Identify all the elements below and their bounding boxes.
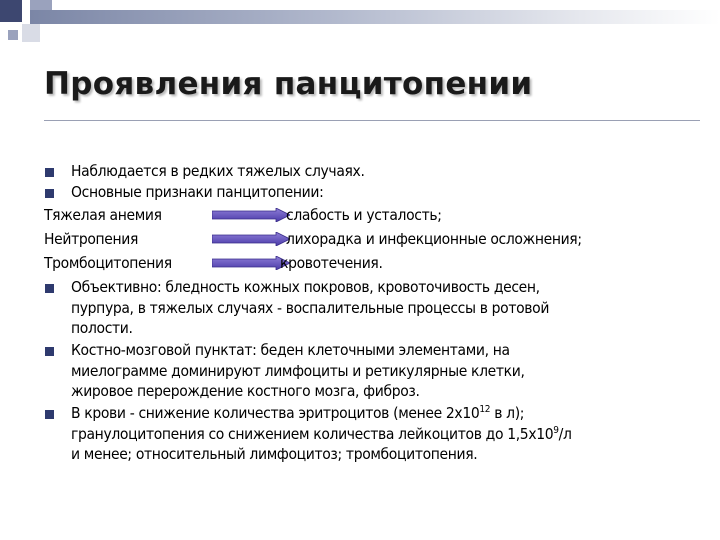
bullet-item xyxy=(44,161,704,182)
sign-term: Тромбоцитопения xyxy=(44,254,172,272)
blood-text-part: /л xyxy=(558,425,572,443)
bullet-continuation: полости. xyxy=(71,319,133,337)
corner-square-small xyxy=(8,30,18,40)
sign-row xyxy=(44,227,704,251)
sign-term: Нейтропения xyxy=(44,230,139,248)
bullet-text xyxy=(71,404,524,422)
bullet-text: Костно-мозговой пунктат: беден клеточными элементами, на xyxy=(71,341,510,359)
sign-row xyxy=(44,203,704,227)
exponent: 12 xyxy=(479,404,491,415)
corner-square-dark xyxy=(0,0,22,22)
right-arrow-icon xyxy=(212,256,290,270)
title-divider xyxy=(44,120,700,121)
sign-result: слабость и усталость; xyxy=(286,206,442,224)
square-bullet-icon xyxy=(45,347,54,356)
blood-text-part: В крови - снижение количества эритроцитов (менее 2х10 xyxy=(71,404,480,422)
slide-title: Проявления панцитопении xyxy=(44,66,533,102)
exponent: 9 xyxy=(553,425,559,436)
sign-result: кровотечения. xyxy=(280,254,383,272)
bullet-continuation: пурпура, в тяжелых случаях - воспалительные процессы в ротовой xyxy=(71,299,550,317)
square-bullet-icon xyxy=(45,168,54,177)
square-bullet-icon xyxy=(45,189,54,198)
sign-result: лихорадка и инфекционные осложнения; xyxy=(286,230,582,248)
bullet-continuation: жировое перерождение костного мозга, фиброз. xyxy=(71,382,420,400)
slide-content xyxy=(44,161,704,464)
bullet-text: Наблюдается в редких тяжелых случаях. xyxy=(71,162,365,180)
bullet-continuation: миелограмме доминируют лимфоциты и ретикулярные клетки, xyxy=(71,362,525,380)
blood-text-part: в л); xyxy=(490,404,525,422)
square-bullet-icon xyxy=(45,284,54,293)
sign-row xyxy=(44,251,704,275)
bullet-item xyxy=(44,277,704,298)
square-bullet-icon xyxy=(45,410,54,419)
header-gradient-bar xyxy=(30,10,720,24)
bullet-continuation xyxy=(44,424,704,444)
bullet-item xyxy=(44,340,704,361)
bullet-text: Объективно: бледность кожных покровов, кровоточивость десен, xyxy=(71,278,540,296)
bullet-item xyxy=(44,182,704,203)
bullet-text: Основные признаки панцитопении: xyxy=(71,183,324,201)
right-arrow-icon xyxy=(212,232,290,246)
bullet-item xyxy=(44,403,704,424)
corner-square-faint xyxy=(22,24,40,42)
right-arrow-icon xyxy=(212,208,290,222)
bullet-continuation: и менее; относительный лимфоцитоз; тромбоцитопения. xyxy=(71,445,478,463)
blood-text-part: гранулоцитопения со снижением количества лейкоцитов до 1,5х10 xyxy=(71,425,554,443)
sign-term: Тяжелая анемия xyxy=(44,206,162,224)
